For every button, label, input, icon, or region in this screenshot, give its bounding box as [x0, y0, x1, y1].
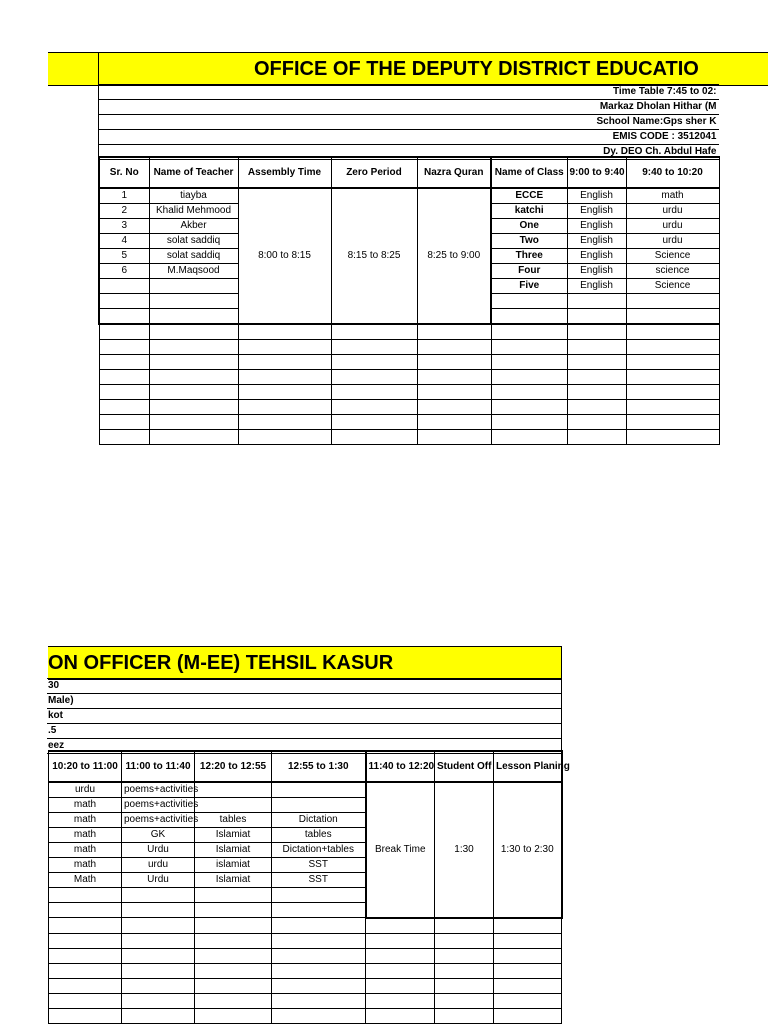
- cell-empty: [272, 993, 366, 1008]
- right-sheet: [48, 678, 570, 1020]
- cell-empty: [435, 993, 494, 1008]
- cell-assembly-time: 8:00 to 8:15: [238, 188, 331, 324]
- info-line: School Name:Gps sher K: [99, 115, 719, 130]
- cell-empty: [331, 324, 417, 340]
- cell-empty: [366, 963, 435, 978]
- cell-empty: [272, 1008, 366, 1023]
- cell-period: SST: [272, 858, 366, 873]
- cell-empty: [417, 324, 491, 340]
- left-title: OFFICE OF THE DEPUTY DISTRICT EDUCATIO: [254, 58, 699, 80]
- cell-empty: [331, 415, 417, 430]
- cell-class: katchi: [491, 204, 567, 219]
- cell-empty: [417, 355, 491, 370]
- cell-class: Four: [491, 264, 567, 279]
- cell-teacher: Khalid Mehmood: [149, 204, 238, 219]
- cell-period: English: [567, 249, 626, 264]
- cell-empty: [122, 963, 195, 978]
- header-teacher: Name of Teacher: [149, 157, 238, 188]
- cell-empty: [567, 400, 626, 415]
- cell-empty: [366, 948, 435, 963]
- right-timetable: [48, 750, 570, 1024]
- cell-empty: [49, 978, 122, 993]
- cell-empty: [567, 355, 626, 370]
- cell-empty: [149, 430, 238, 445]
- cell-teacher: M.Maqsood: [149, 264, 238, 279]
- cell-empty: [195, 1008, 272, 1023]
- cell-empty: [99, 294, 149, 309]
- cell-empty: [626, 370, 719, 385]
- cell-empty: [195, 903, 272, 918]
- info-line: 30: [47, 679, 561, 694]
- cell-empty: [49, 933, 122, 948]
- cell-empty: [49, 1008, 122, 1023]
- cell-period: SST: [272, 873, 366, 888]
- cell-empty: [122, 903, 195, 918]
- cell-empty: [494, 1008, 562, 1023]
- cell-class: Three: [491, 249, 567, 264]
- right-title: ON OFFICER (M-EE) TEHSIL KASUR: [48, 652, 394, 674]
- cell-empty: [494, 948, 562, 963]
- cell-empty: [195, 978, 272, 993]
- cell-class: Two: [491, 234, 567, 249]
- cell-sr: 1: [99, 188, 149, 204]
- cell-class: Five: [491, 279, 567, 294]
- cell-empty: [99, 430, 149, 445]
- cell-period: math: [626, 188, 719, 204]
- cell-empty: [331, 370, 417, 385]
- cell-empty: [435, 918, 494, 934]
- cell-zero-period: 8:15 to 8:25: [331, 188, 417, 324]
- cell-empty: [417, 400, 491, 415]
- cell-empty: [366, 1008, 435, 1023]
- cell-period: Science: [626, 279, 719, 294]
- cell-empty: [149, 385, 238, 400]
- cell-empty: [491, 400, 567, 415]
- left-title-bar: [48, 52, 768, 86]
- cell-empty: [491, 294, 567, 309]
- cell-period: urdu: [626, 204, 719, 219]
- cell-period: English: [567, 279, 626, 294]
- cell-empty: [195, 963, 272, 978]
- left-sheet: [98, 84, 717, 424]
- cell-period: math: [49, 798, 122, 813]
- header-break: 11:40 to 12:20: [366, 751, 435, 782]
- cell-period: English: [567, 234, 626, 249]
- header-period-3: 10:20 to 11:00: [49, 751, 122, 782]
- cell-empty: [149, 400, 238, 415]
- cell-empty: [626, 309, 719, 325]
- right-info-table: [47, 678, 562, 754]
- cell-empty: [417, 415, 491, 430]
- cell-empty: [491, 355, 567, 370]
- cell-period: Dictation: [272, 813, 366, 828]
- cell-empty: [567, 385, 626, 400]
- cell-period: urdu: [122, 858, 195, 873]
- cell-empty: [567, 294, 626, 309]
- cell-period: Islamiat: [195, 843, 272, 858]
- cell-empty: [99, 415, 149, 430]
- cell-empty: [49, 888, 122, 903]
- cell-sr: 5: [99, 249, 149, 264]
- cell-period: islamiat: [195, 858, 272, 873]
- cell-sr: 6: [99, 264, 149, 279]
- header-assembly: Assembly Time: [238, 157, 331, 188]
- cell-period: poems+activities: [122, 798, 195, 813]
- header-period-2: 9:40 to 10:20: [626, 157, 719, 188]
- cell-empty: [567, 415, 626, 430]
- cell-empty: [149, 324, 238, 340]
- cell-empty: [99, 400, 149, 415]
- info-line: Male): [47, 694, 561, 709]
- cell-empty: [149, 294, 238, 309]
- cell-teacher: [149, 279, 238, 294]
- info-line: Dy. DEO Ch. Abdul Hafe: [99, 145, 719, 160]
- cell-teacher: Akber: [149, 219, 238, 234]
- cell-empty: [494, 993, 562, 1008]
- cell-empty: [238, 355, 331, 370]
- cell-empty: [195, 993, 272, 1008]
- cell-empty: [626, 430, 719, 445]
- cell-period: tables: [272, 828, 366, 843]
- cell-empty: [366, 918, 435, 934]
- cell-period: poems+activities: [122, 813, 195, 828]
- cell-empty: [491, 385, 567, 400]
- cell-break-time: Break Time: [366, 782, 435, 918]
- cell-empty: [494, 978, 562, 993]
- cell-empty: [99, 340, 149, 355]
- cell-empty: [99, 355, 149, 370]
- cell-empty: [195, 933, 272, 948]
- cell-empty: [626, 355, 719, 370]
- cell-period: GK: [122, 828, 195, 843]
- cell-empty: [366, 978, 435, 993]
- cell-empty: [417, 340, 491, 355]
- cell-empty: [331, 355, 417, 370]
- header-lesson-planing: Lesson Planing: [494, 751, 562, 782]
- cell-nazra-quran: 8:25 to 9:00: [417, 188, 491, 324]
- left-info-table: [98, 84, 719, 160]
- cell-teacher: solat saddiq: [149, 234, 238, 249]
- cell-sr: 4: [99, 234, 149, 249]
- cell-empty: [238, 415, 331, 430]
- cell-empty: [272, 918, 366, 934]
- cell-lesson-planing: 1:30 to 2:30: [494, 782, 562, 918]
- cell-empty: [122, 948, 195, 963]
- cell-empty: [491, 430, 567, 445]
- cell-period: urdu: [626, 219, 719, 234]
- cell-period: Urdu: [122, 873, 195, 888]
- cell-empty: [331, 385, 417, 400]
- info-line: eez: [47, 739, 561, 754]
- header-class: Name of Class: [491, 157, 567, 188]
- cell-period: Islamiat: [195, 873, 272, 888]
- header-student-off: Student Off: [435, 751, 494, 782]
- cell-period: English: [567, 219, 626, 234]
- cell-empty: [491, 340, 567, 355]
- cell-period: urdu: [626, 234, 719, 249]
- header-period-1: 9:00 to 9:40: [567, 157, 626, 188]
- cell-empty: [491, 415, 567, 430]
- cell-empty: [626, 294, 719, 309]
- cell-sr: [99, 279, 149, 294]
- cell-empty: [122, 888, 195, 903]
- cell-empty: [494, 933, 562, 948]
- header-nazra: Nazra Quran: [417, 157, 491, 188]
- cell-empty: [122, 993, 195, 1008]
- cell-period: Islamiat: [195, 828, 272, 843]
- cell-student-off: 1:30: [435, 782, 494, 918]
- cell-empty: [122, 918, 195, 934]
- info-line: EMIS CODE : 3512041: [99, 130, 719, 145]
- cell-empty: [49, 918, 122, 934]
- cell-empty: [435, 933, 494, 948]
- cell-empty: [366, 933, 435, 948]
- cell-empty: [99, 370, 149, 385]
- cell-period: math: [49, 828, 122, 843]
- cell-class: ECCE: [491, 188, 567, 204]
- cell-empty: [122, 978, 195, 993]
- right-title-bar: [48, 646, 562, 680]
- cell-empty: [435, 978, 494, 993]
- cell-period: [195, 782, 272, 798]
- cell-empty: [417, 430, 491, 445]
- cell-period: Urdu: [122, 843, 195, 858]
- cell-empty: [626, 324, 719, 340]
- cell-empty: [331, 400, 417, 415]
- cell-empty: [272, 933, 366, 948]
- cell-empty: [149, 309, 238, 325]
- cell-empty: [149, 415, 238, 430]
- cell-empty: [99, 385, 149, 400]
- header-sr-no: Sr. No: [99, 157, 149, 188]
- cell-period: math: [49, 813, 122, 828]
- cell-period: Science: [626, 249, 719, 264]
- cell-period: tables: [195, 813, 272, 828]
- cell-empty: [494, 918, 562, 934]
- cell-period: Dictation+tables: [272, 843, 366, 858]
- cell-empty: [195, 918, 272, 934]
- cell-period: English: [567, 204, 626, 219]
- left-timetable: [98, 156, 720, 445]
- info-line: kot: [47, 709, 561, 724]
- cell-empty: [494, 963, 562, 978]
- cell-empty: [491, 309, 567, 325]
- cell-empty: [238, 340, 331, 355]
- cell-period: English: [567, 188, 626, 204]
- cell-empty: [567, 370, 626, 385]
- cell-period: math: [49, 843, 122, 858]
- cell-empty: [238, 324, 331, 340]
- cell-empty: [195, 948, 272, 963]
- cell-empty: [491, 324, 567, 340]
- cell-teacher: solat saddiq: [149, 249, 238, 264]
- cell-empty: [626, 400, 719, 415]
- cell-empty: [567, 340, 626, 355]
- cell-period: science: [626, 264, 719, 279]
- cell-teacher: tiayba: [149, 188, 238, 204]
- header-period-6: 12:55 to 1:30: [272, 751, 366, 782]
- cell-empty: [122, 933, 195, 948]
- cell-empty: [149, 370, 238, 385]
- cell-empty: [567, 430, 626, 445]
- cell-period: [272, 782, 366, 798]
- cell-empty: [567, 324, 626, 340]
- cell-empty: [491, 370, 567, 385]
- cell-period: [195, 798, 272, 813]
- cell-empty: [272, 948, 366, 963]
- cell-empty: [435, 948, 494, 963]
- header-period-5: 12:20 to 12:55: [195, 751, 272, 782]
- cell-period: urdu: [49, 782, 122, 798]
- cell-period: Math: [49, 873, 122, 888]
- cell-empty: [122, 1008, 195, 1023]
- cell-empty: [272, 888, 366, 903]
- cell-empty: [238, 370, 331, 385]
- cell-empty: [626, 415, 719, 430]
- cell-empty: [238, 385, 331, 400]
- header-zero-period: Zero Period: [331, 157, 417, 188]
- cell-empty: [272, 963, 366, 978]
- cell-empty: [195, 888, 272, 903]
- cell-empty: [626, 340, 719, 355]
- header-period-4: 11:00 to 11:40: [122, 751, 195, 782]
- cell-empty: [272, 978, 366, 993]
- cell-empty: [417, 385, 491, 400]
- info-line: Time Table 7:45 to 02:: [99, 85, 719, 100]
- cell-empty: [149, 340, 238, 355]
- cell-empty: [272, 903, 366, 918]
- cell-empty: [99, 324, 149, 340]
- cell-empty: [49, 948, 122, 963]
- cell-empty: [417, 370, 491, 385]
- cell-empty: [567, 309, 626, 325]
- cell-empty: [49, 903, 122, 918]
- cell-period: math: [49, 858, 122, 873]
- info-line: .5: [47, 724, 561, 739]
- cell-empty: [238, 430, 331, 445]
- cell-class: One: [491, 219, 567, 234]
- cell-empty: [435, 963, 494, 978]
- cell-empty: [331, 340, 417, 355]
- cell-period: English: [567, 264, 626, 279]
- cell-sr: 2: [99, 204, 149, 219]
- cell-period: [272, 798, 366, 813]
- cell-empty: [49, 993, 122, 1008]
- cell-empty: [366, 993, 435, 1008]
- cell-period: poems+activities: [122, 782, 195, 798]
- cell-empty: [49, 963, 122, 978]
- cell-empty: [331, 430, 417, 445]
- cell-empty: [626, 385, 719, 400]
- cell-empty: [238, 400, 331, 415]
- cell-empty: [435, 1008, 494, 1023]
- cell-sr: 3: [99, 219, 149, 234]
- cell-empty: [99, 309, 149, 325]
- cell-empty: [149, 355, 238, 370]
- info-line: Markaz Dholan Hithar (M: [99, 100, 719, 115]
